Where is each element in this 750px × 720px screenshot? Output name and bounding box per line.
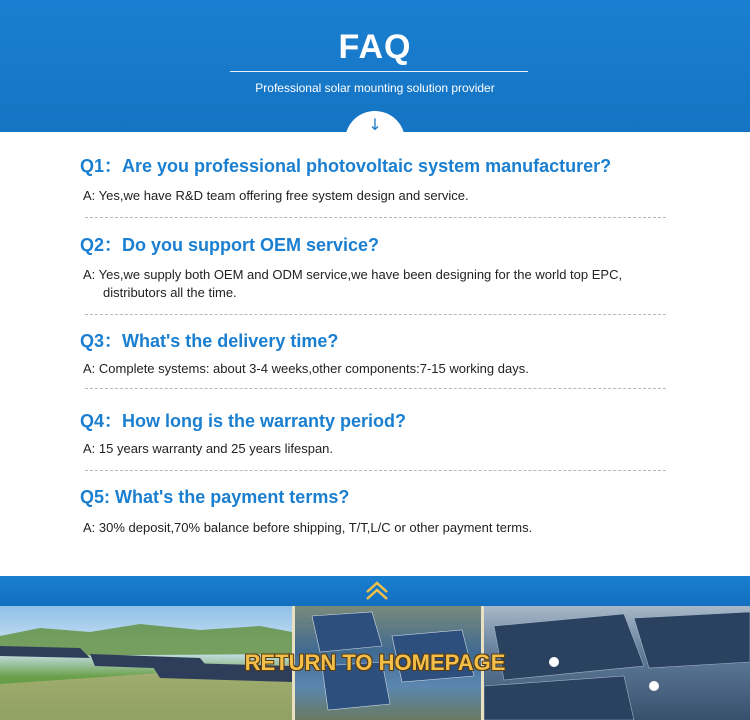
faq-question: Q1：Are you professional photovoltaic system manufacturer? (80, 156, 612, 176)
page-title: FAQ (338, 28, 412, 66)
return-home-banner[interactable] (0, 606, 750, 720)
arrow-down-icon: ↓ (368, 115, 382, 134)
faq-divider (85, 470, 666, 471)
title-divider (230, 71, 528, 72)
faq-answer: A: Yes,we have R&D team offering free system design and service. (83, 188, 469, 203)
faq-divider (85, 314, 666, 315)
faq-question: Q5: What's the payment terms? (80, 487, 350, 507)
faq-answer: A: Complete systems: about 3-4 weeks,other components:7-15 working days. (83, 361, 529, 376)
faq-question: Q2：Do you support OEM service? (80, 235, 380, 255)
footer-bar (0, 576, 750, 606)
page-subtitle: Professional solar mounting solution provider (255, 81, 495, 95)
return-to-homepage-link[interactable]: RETURN TO HOMEPAGE (244, 650, 506, 675)
faq-question: Q3：What's the delivery time? (80, 331, 339, 351)
faq-answer: A: Yes,we supply both OEM and ODM service,we have been designing for the world top EPC, (83, 267, 623, 282)
faq-divider (85, 217, 666, 218)
faq-answer-continued: distributors all the time. (103, 285, 237, 300)
faq-question: Q4：How long is the warranty period? (80, 411, 407, 431)
faq-answer: A: 15 years warranty and 25 years lifespan. (83, 441, 334, 456)
chevron-up-icon[interactable] (364, 578, 390, 604)
faq-divider (85, 388, 666, 389)
faq-answer: A: 30% deposit,70% balance before shipping, T/T,L/C or other payment terms. (83, 520, 533, 535)
